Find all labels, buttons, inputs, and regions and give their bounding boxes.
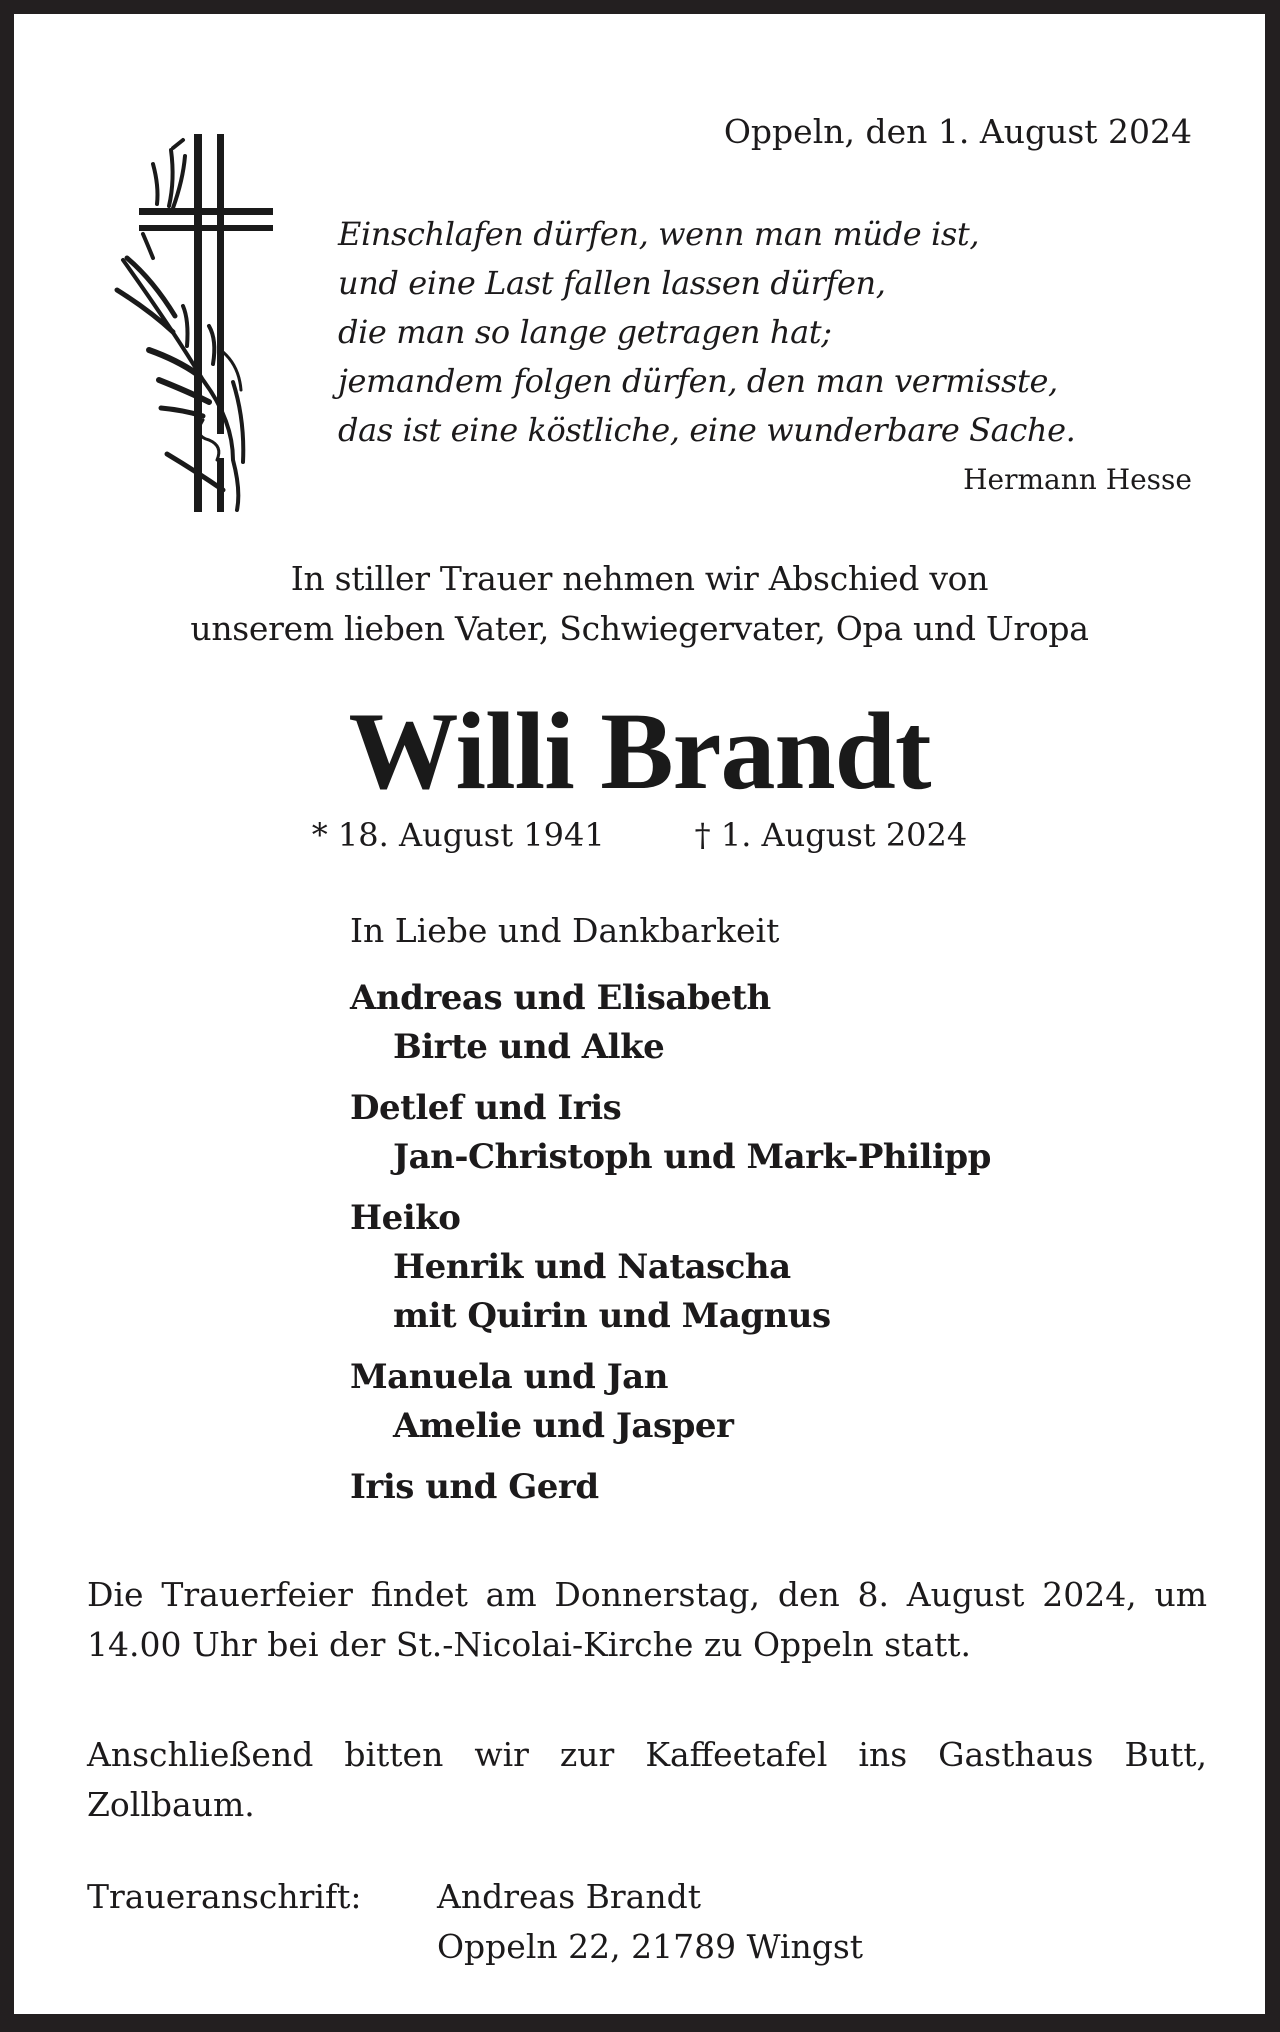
life-dates <box>14 814 1265 856</box>
family-sub: mit Quirin und Magnus <box>393 1296 831 1336</box>
mourning-line: unserem lieben Vater, Schwiegervater, Opa und Uropa <box>190 609 1089 648</box>
family-main: Heiko <box>350 1198 461 1238</box>
family-main: Detlef und Iris <box>350 1088 622 1128</box>
family-list <box>350 906 991 1524</box>
mourning-text <box>14 554 1265 654</box>
poem-line: das ist eine köstliche, eine wunderbare Sache. <box>338 411 1076 449</box>
address-street: Oppeln 22, 21789 Wingst <box>437 1927 864 1966</box>
address-name: Andreas Brandt <box>437 1877 701 1916</box>
cross-with-palm-branch-icon <box>113 120 273 512</box>
death-date: † 1. August 2024 <box>694 816 968 854</box>
poem-line: die man so lange getragen hat; <box>338 313 832 351</box>
family-group <box>350 1353 991 1451</box>
deceased-name: Willi Brandt <box>348 690 931 812</box>
family-group <box>350 1194 991 1341</box>
family-group <box>350 974 991 1072</box>
family-main: Andreas und Elisabeth <box>350 978 771 1018</box>
family-sub: Amelie und Jasper <box>393 1406 734 1446</box>
obituary-notice <box>14 14 1265 2014</box>
address-label: Traueranschrift: <box>87 1877 362 1916</box>
place-date: Oppeln, den 1. August 2024 <box>723 112 1192 151</box>
funeral-info: Die Trauerfeier findet am Donnerstag, den 8. August 2024, um 14.00 Uhr bei der St.-Nicolai-Kirche zu Oppeln statt. <box>87 1575 1207 1664</box>
family-sub: Jan-Christoph und Mark-Philipp <box>393 1137 991 1177</box>
mourning-line: In stiller Trauer nehmen wir Abschied von <box>290 559 989 598</box>
poem-line: und eine Last fallen lassen dürfen, <box>338 264 886 302</box>
family-sub: Birte und Alke <box>393 1027 665 1067</box>
coffee-info: Anschließend bitten wir zur Kaffeetafel ins Gasthaus Butt, Zollbaum. <box>87 1735 1207 1824</box>
family-main: Iris und Gerd <box>350 1467 599 1507</box>
family-main: Manuela und Jan <box>350 1357 668 1397</box>
poem-line: jemandem folgen dürfen, den man vermisste, <box>338 362 1058 400</box>
family-group <box>350 1084 991 1182</box>
family-intro: In Liebe und Dankbarkeit <box>350 911 780 950</box>
birth-date: * 18. August 1941 <box>311 816 605 854</box>
poem <box>338 210 1075 455</box>
family-sub: Henrik und Natascha <box>393 1247 791 1287</box>
mourning-address <box>87 1872 863 1972</box>
poem-author: Hermann Hesse <box>963 463 1192 496</box>
poem-line: Einschlafen dürfen, wenn man müde ist, <box>338 215 980 253</box>
family-group <box>350 1463 991 1512</box>
